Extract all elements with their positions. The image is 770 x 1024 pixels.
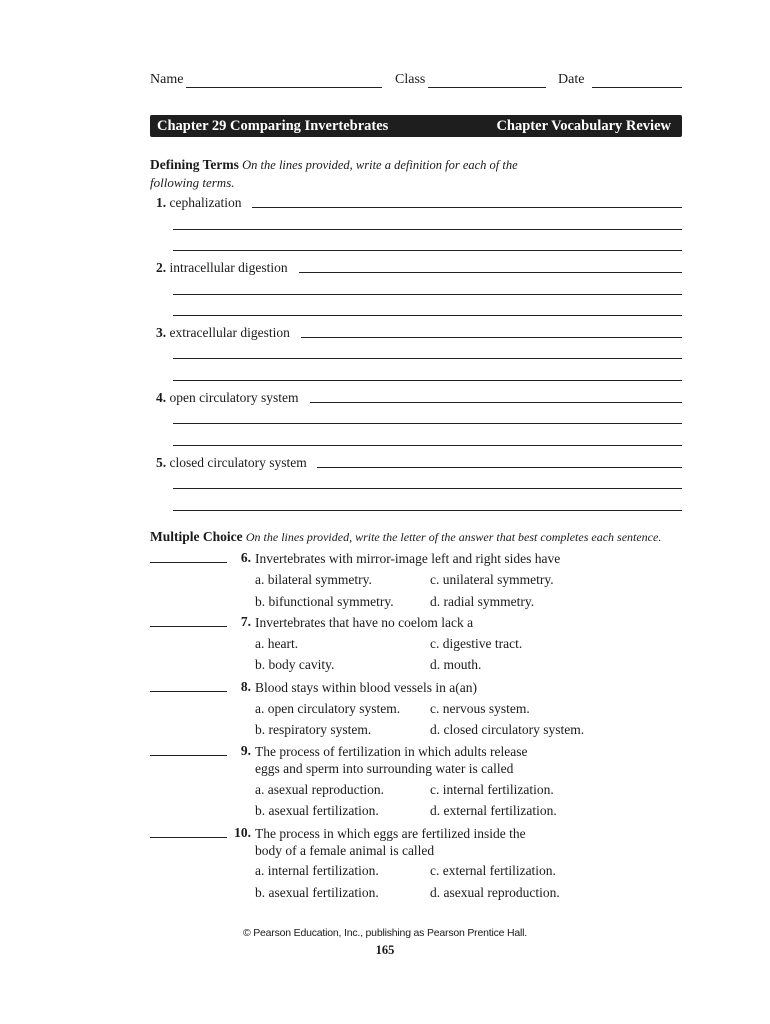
option-a: a. asexual reproduction. [255, 782, 384, 797]
option-b: b. asexual fertilization. [255, 885, 379, 900]
term-label: cephalization [169, 195, 242, 210]
answer-line[interactable] [173, 488, 682, 489]
option-c: c. internal fertilization. [430, 782, 554, 797]
term-item: 5. closed circulatory system [156, 455, 307, 470]
answer-line[interactable] [252, 207, 682, 208]
defining-terms-instructions: On the lines provided, write a definition for each of the [242, 158, 518, 172]
option-d: d. external fertilization. [430, 803, 557, 818]
answer-blank[interactable] [150, 626, 227, 627]
answer-line[interactable] [301, 337, 682, 338]
answer-line[interactable] [173, 294, 682, 295]
term-label: intracellular digestion [169, 260, 288, 275]
question-stem: Invertebrates with mirror-image left and right sides have [255, 551, 561, 566]
question-number: 6. [240, 550, 251, 565]
answer-line[interactable] [173, 380, 682, 381]
question-number: 8. [240, 679, 251, 694]
name-label: Name [150, 72, 184, 87]
option-c: c. external fertilization. [430, 863, 556, 878]
option-b: b. respiratory system. [255, 722, 372, 737]
question-stem: The process in which eggs are fertilized inside the body of a female animal is called [255, 826, 526, 858]
chapter-banner [150, 115, 682, 137]
answer-line[interactable] [173, 250, 682, 251]
answer-line[interactable] [173, 229, 682, 230]
answer-blank[interactable] [150, 562, 227, 563]
term-item: 1. cephalization [156, 195, 242, 210]
question-number: 10. [234, 825, 251, 840]
answer-blank[interactable] [150, 755, 227, 756]
term-label: extracellular digestion [169, 325, 290, 340]
question-stem: Blood stays within blood vessels in a(an) [255, 680, 477, 695]
option-d: d. closed circulatory system. [430, 722, 585, 737]
term-item: 3. extracellular digestion [156, 325, 290, 340]
question-stem: Invertebrates that have no coelom lack a [255, 615, 474, 630]
option-b: b. bifunctional symmetry. [255, 594, 394, 609]
option-c: c. digestive tract. [430, 636, 523, 651]
option-d: d. asexual reproduction. [430, 885, 560, 900]
multiple-choice-instructions: On the lines provided, write the letter of the answer that best completes each sentence. [245, 530, 662, 544]
answer-line[interactable] [310, 402, 682, 403]
question-number: 7. [240, 614, 251, 629]
question-stem: The process of fertilization in which adults release eggs and sperm into surrounding water is called [255, 744, 528, 776]
multiple-choice-title: Multiple Choice [150, 529, 243, 544]
defining-terms-instructions-cont: following terms. [150, 175, 235, 190]
answer-blank[interactable] [150, 837, 227, 838]
answer-line[interactable] [173, 315, 682, 316]
defining-terms-heading [150, 157, 690, 173]
page-number: 165 [375, 943, 395, 957]
term-label: open circulatory system [169, 390, 299, 405]
question-number: 9. [240, 743, 251, 758]
class-label: Class [395, 72, 426, 87]
date-label: Date [558, 72, 585, 87]
class-field[interactable] [428, 87, 546, 88]
option-a: a. open circulatory system. [255, 701, 401, 716]
name-field[interactable] [186, 87, 382, 88]
option-b: b. asexual fertilization. [255, 803, 379, 818]
answer-line[interactable] [173, 445, 682, 446]
option-d: d. mouth. [430, 657, 482, 672]
option-a: a. heart. [255, 636, 299, 651]
answer-line[interactable] [173, 423, 682, 424]
date-field[interactable] [592, 87, 682, 88]
chapter-title: Chapter 29 Comparing Invertebrates [157, 118, 389, 134]
option-b: b. body cavity. [255, 657, 335, 672]
option-a: a. bilateral symmetry. [255, 572, 372, 587]
answer-blank[interactable] [150, 691, 227, 692]
option-d: d. radial symmetry. [430, 594, 535, 609]
answer-line[interactable] [317, 467, 682, 468]
answer-line[interactable] [173, 358, 682, 359]
term-item: 4. open circulatory system [156, 390, 299, 405]
term-item: 2. intracellular digestion [156, 260, 288, 275]
multiple-choice-heading [150, 529, 710, 545]
answer-line[interactable] [173, 510, 682, 511]
option-a: a. internal fertilization. [255, 863, 379, 878]
option-c: c. unilateral symmetry. [430, 572, 554, 587]
review-title: Chapter Vocabulary Review [496, 118, 671, 134]
copyright-notice: © Pearson Education, Inc., publishing as Pearson Prentice Hall. [242, 927, 528, 939]
option-c: c. nervous system. [430, 701, 530, 716]
answer-line[interactable] [299, 272, 682, 273]
defining-terms-title: Defining Terms [150, 157, 239, 172]
term-label: closed circulatory system [169, 455, 307, 470]
